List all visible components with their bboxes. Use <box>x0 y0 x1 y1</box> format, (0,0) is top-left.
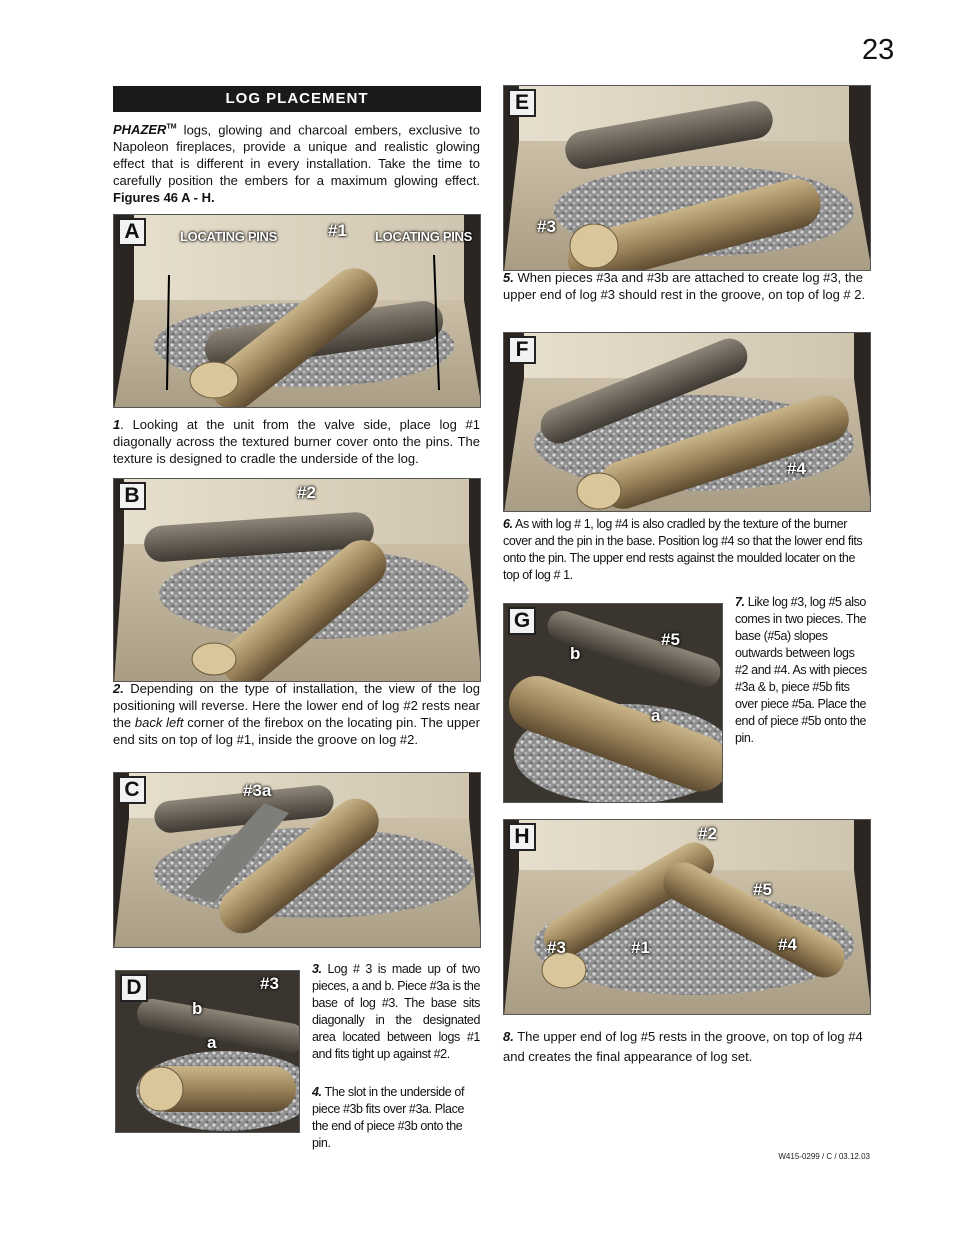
callout-piece-a: a <box>207 1033 217 1052</box>
page-number: 23 <box>862 34 895 66</box>
step-8-body: The upper end of log #5 rests in the groove, on top of log #4 and creates the final appearance of log set. <box>503 1029 863 1064</box>
figure-e-photo <box>503 85 871 271</box>
figure-e-illustration <box>504 86 871 271</box>
figure-b-illustration <box>114 479 481 682</box>
step-4-text <box>312 1084 480 1152</box>
figure-f-illustration <box>504 333 871 512</box>
step-5-number: 5. <box>503 270 514 285</box>
step-8-text <box>503 1027 870 1067</box>
step-2-number: 2. <box>113 681 124 696</box>
step-1-number: 1 <box>113 417 121 432</box>
callout-log-3: #3 <box>260 974 279 993</box>
figure-c-illustration <box>114 773 481 948</box>
step-3-number: 3. <box>312 962 322 976</box>
callout-log-5: #5 <box>661 630 680 649</box>
step-8-number: 8. <box>503 1029 514 1044</box>
step-5-text <box>503 269 870 303</box>
step-2-text <box>113 680 480 748</box>
callout-piece-5a: a <box>651 706 661 725</box>
callout-final-log-3: #3 <box>547 938 566 957</box>
step-4-number: 4. <box>312 1085 322 1099</box>
callout-log-2: #2 <box>297 483 316 502</box>
figure-b-photo <box>113 478 481 682</box>
step-3-text <box>312 961 480 1063</box>
figure-a-photo <box>113 214 481 408</box>
figure-g-label: G <box>508 607 536 635</box>
callout-final-log-2: #2 <box>698 824 717 843</box>
callout-locating-pins-right: LOCATING PINS <box>375 229 472 244</box>
figure-d-photo <box>115 970 300 1133</box>
step-1-body: . Looking at the unit from the valve side, place log #1 diagonally across the textured burner cover onto the pins. The texture is designed to cradle the underside of the log. <box>113 417 480 466</box>
callout-final-log-5: #5 <box>753 880 772 899</box>
figure-e-label: E <box>508 89 536 117</box>
figure-c-photo <box>113 772 481 948</box>
step-7-text <box>735 594 870 747</box>
figures-reference: Figures 46 A - H. <box>113 190 215 206</box>
figure-g-photo <box>503 603 723 803</box>
figure-a-label: A <box>118 218 146 246</box>
callout-final-log-4: #4 <box>778 935 797 954</box>
step-2-emphasis: back left <box>134 715 184 730</box>
figure-f-label: F <box>508 336 536 364</box>
figure-h-label: H <box>508 823 536 851</box>
figure-h-illustration <box>504 820 871 1015</box>
figure-b-label: B <box>118 482 146 510</box>
step-5-body: When pieces #3a and #3b are attached to create log #3, the upper end of log #3 should rest in the groove, on top of log # 2. <box>503 270 866 302</box>
figure-d-label: D <box>120 974 148 1002</box>
step-6-text <box>503 516 870 584</box>
step-2-body-a: Depending on the type of installation, the view of the log positioning will reverse. Here the lower end of log #2 rests near the <box>113 681 480 730</box>
callout-locating-pins-left: LOCATING PINS <box>180 229 277 244</box>
step-7-body: Like log #3, log #5 also comes in two pieces. The base (#5a) slopes outwards between logs #2 and #4. As with pieces #3a & b, piece #5b fits over piece #5a. Place the end of piece #5b onto the pin. <box>735 595 867 745</box>
step-2-body-b: corner of the firebox on the locating pin. The upper end sits on top of log #1, inside the groove on log #2. <box>113 715 480 747</box>
trademark-mark: TM <box>166 124 177 131</box>
callout-log-3-assembled: #3 <box>537 217 556 236</box>
step-7-number: 7. <box>735 595 745 609</box>
step-3-body: Log # 3 is made up of two pieces, a and b. Piece #3a is the base of log #3. The base sits diagonally in the designated area located between logs #1 and fits tight up against #2. <box>312 962 480 1061</box>
callout-log-4: #4 <box>787 459 806 478</box>
callout-piece-5b: b <box>570 644 581 663</box>
step-4-body: The slot in the underside of piece #3b fits over #3a. Place the end of piece #3b onto the pin. <box>312 1085 465 1150</box>
step-1-text <box>113 416 480 467</box>
callout-piece-b: b <box>192 999 203 1018</box>
callout-final-log-1: #1 <box>631 938 650 957</box>
step-6-number: 6. <box>503 517 513 531</box>
intro-text: logs, glowing and charcoal embers, exclusive to Napoleon fireplaces, provide a unique and realistic glowing effect that is different in every installation. Take the time to carefully position the embers for a maximum glowing effect. <box>113 122 480 189</box>
document-code: W415-0299 / C / 03.12.03 <box>778 1152 870 1161</box>
callout-log-3a: #3a <box>243 781 272 800</box>
step-6-body: As with log # 1, log #4 is also cradled by the texture of the burner cover and the pin in the base. Position log #4 so that the lower end fits onto the pin. The upper end rests against the moulded locater on the top of log # 1. <box>503 517 863 582</box>
section-heading: LOG PLACEMENT <box>113 86 481 112</box>
figure-g-illustration <box>504 604 723 803</box>
brand-name: PHAZER <box>113 122 167 138</box>
callout-log-1: #1 <box>328 221 347 240</box>
figure-c-label: C <box>118 776 146 804</box>
figure-h-photo <box>503 819 871 1015</box>
figure-f-photo <box>503 332 871 512</box>
intro-paragraph <box>113 119 480 206</box>
